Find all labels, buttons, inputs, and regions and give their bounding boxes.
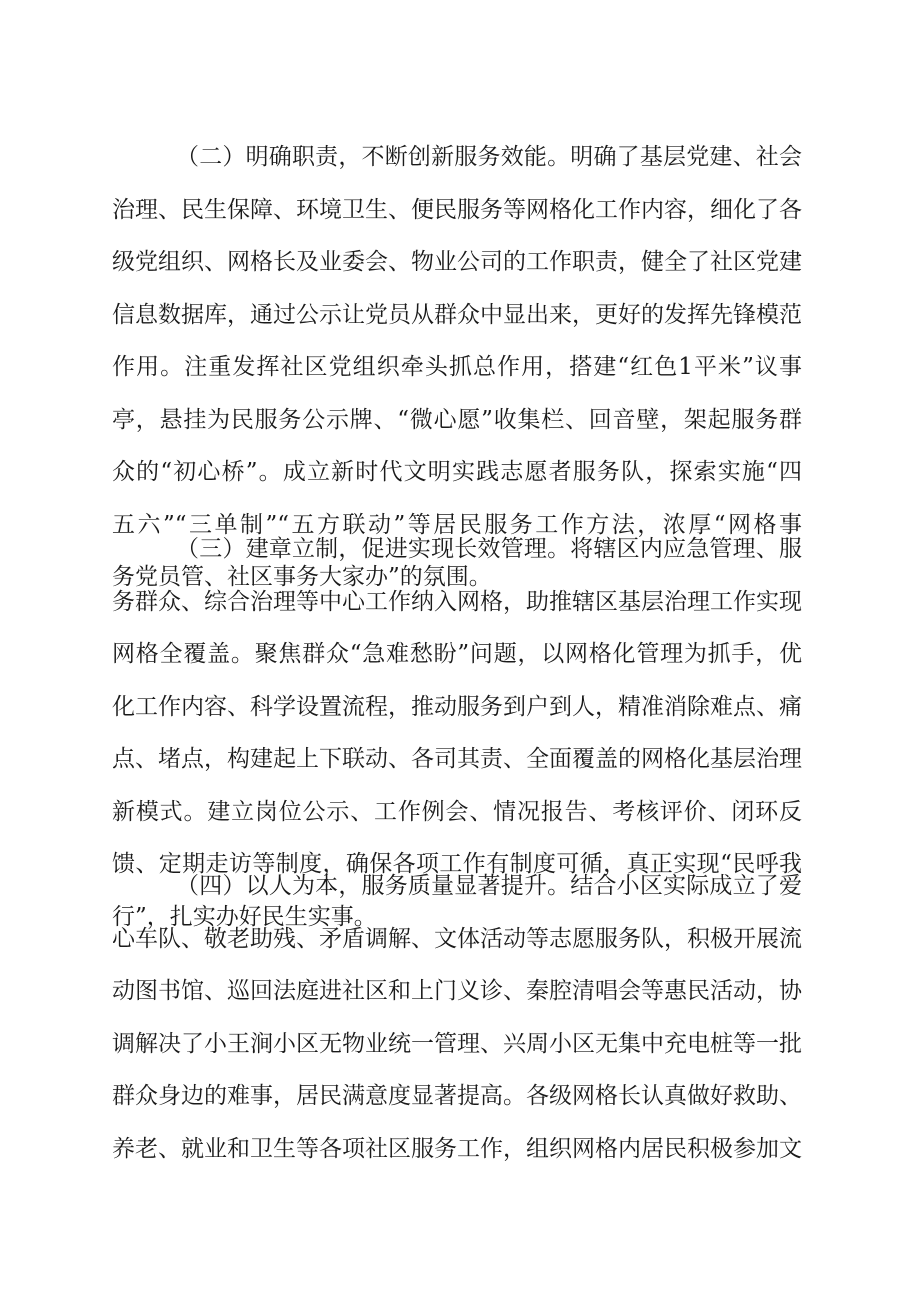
paragraph-line: 动图书馆、巡回法庭进社区和上门义诊、秦腔清唱会等惠民活动，协 bbox=[112, 978, 802, 1004]
paragraph-line: 众的“初心桥”。成立新时代文明实践志愿者服务队，探索实施“四 bbox=[112, 459, 802, 485]
paragraph-line: 作用。注重发挥社区党组织牵头抓总作用，搭建“红色1平米”议事 bbox=[112, 354, 802, 380]
paragraph-line: 调解决了小王涧小区无物业统一管理、兴周小区无集中充电桩等一批 bbox=[112, 1030, 802, 1057]
paragraph-line: 点、堵点，构建起上下联动、各司其责、全面覆盖的网格化基层治理 bbox=[112, 746, 802, 772]
paragraph-line: 群众身边的难事，居民满意度显著提高。各级网格长认真做好救助、 bbox=[112, 1083, 802, 1109]
paragraph-line: 五六”“三单制”“五方联动”等居民服务工作方法，浓厚“网格事 bbox=[112, 511, 802, 538]
paragraph-section-4 bbox=[112, 860, 802, 1175]
paragraph-line: 务党员管、社区事务大家办”的氛围。 bbox=[112, 564, 492, 590]
paragraph-line: 治理、民生保障、环境卫生、便民服务等网格化工作内容，细化了各 bbox=[112, 196, 802, 223]
paragraph-line: 亭，悬挂为民服务公示牌、“微心愿”收集栏、回音壁，架起服务群 bbox=[112, 406, 802, 433]
paragraph-line: 务群众、综合治理等中心工作纳入网格，助推辖区基层治理工作实现 bbox=[112, 588, 802, 615]
paragraph-line: （三）建章立制，促进实现长效管理。将辖区内应急管理、服 bbox=[176, 536, 802, 562]
paragraph-line: 网格全覆盖。聚焦群众“急难愁盼”问题，以网格化管理为抓手，优 bbox=[112, 641, 802, 667]
paragraph-line: 信息数据库，通过公示让党员从群众中显出来，更好的发挥先锋模范 bbox=[112, 301, 802, 328]
paragraph-line: 级党组织、网格长及业委会、物业公司的工作职责，健全了社区党建 bbox=[112, 249, 802, 275]
paragraph-line: （二）明确职责，不断创新服务效能。明确了基层党建、社会 bbox=[176, 144, 802, 170]
paragraph-line: 馈、定期走访等制度，确保各项工作有制度可循，真正实现“民呼我 bbox=[112, 851, 802, 877]
paragraph-line: 化工作内容、科学设置流程，推动服务到户到人，精准消除难点、痛 bbox=[112, 693, 802, 720]
paragraph-line: 养老、就业和卫生等各项社区服务工作，组织网格内居民积极参加文 bbox=[112, 1135, 802, 1162]
paragraph-line: 新模式。建立岗位公示、工作例会、情况报告、考核评价、闭环反 bbox=[112, 798, 802, 825]
paragraph-line: 行”，扎实办好民生实事。 bbox=[112, 903, 377, 930]
paragraph-line: （四）以人为本，服务质量显著提升。结合小区实际成立了爱 bbox=[176, 873, 802, 899]
paragraph-line: 心车队、敬老助残、矛盾调解、文体活动等志愿服务队，积极开展流 bbox=[112, 925, 802, 952]
